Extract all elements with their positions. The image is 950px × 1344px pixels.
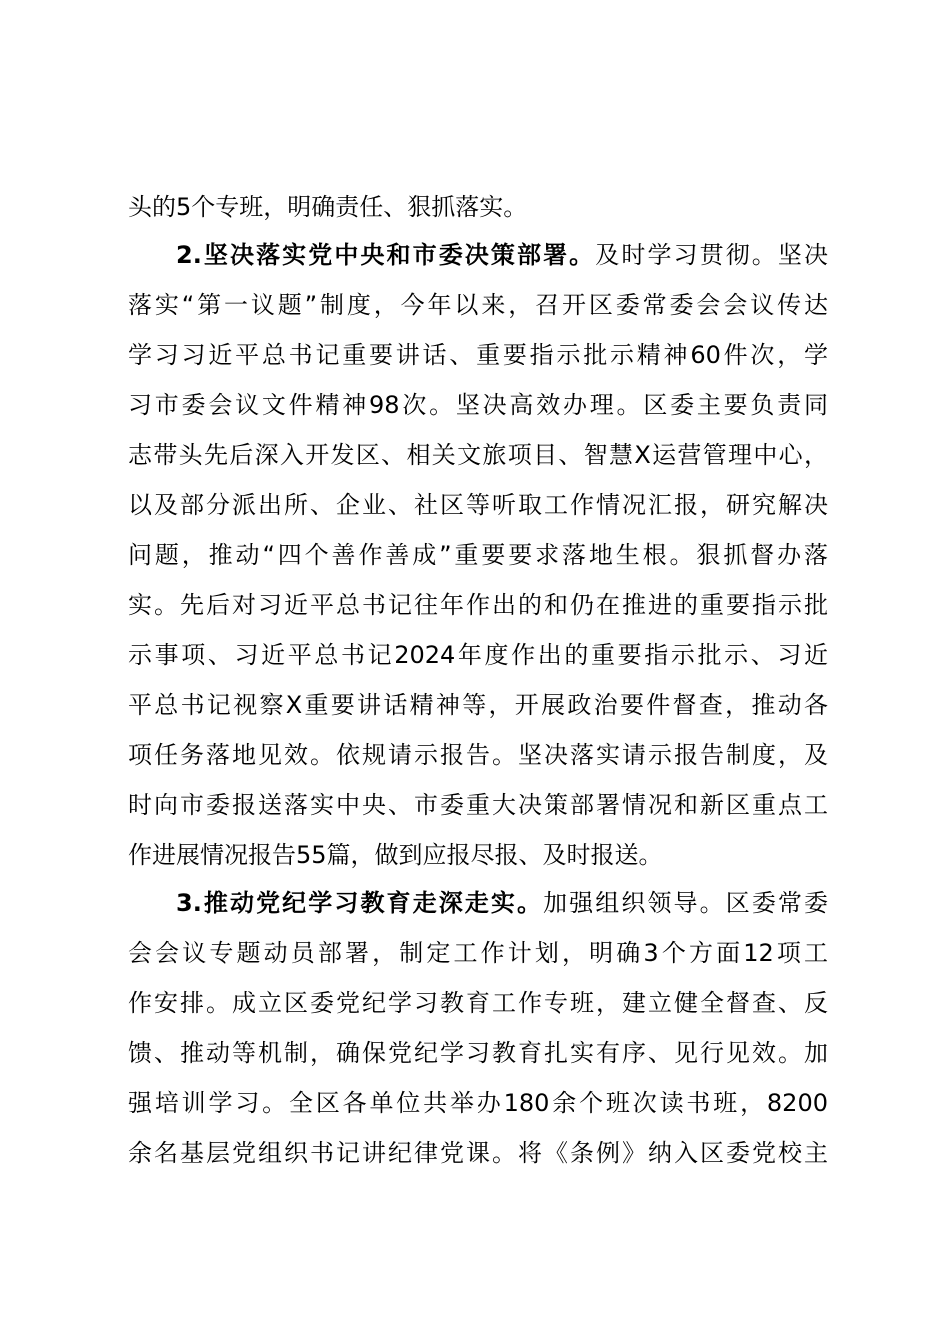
text-line: 作进展情况报告55篇，做到应报尽报、及时报送。 bbox=[128, 841, 663, 869]
section-heading-line bbox=[176, 235, 828, 275]
text-line: 以及部分派出所、企业、社区等听取工作情况汇报，研究解决 bbox=[128, 491, 828, 519]
section-heading-line bbox=[176, 883, 828, 923]
text-line: 问题，推动“四个善作善成”重要要求落地生根。狠抓督办落 bbox=[128, 541, 828, 569]
text-line: 时向市委报送落实中央、市委重大决策部署情况和新区重点工 bbox=[128, 791, 828, 819]
section-3-text: 加强组织领导。区委常委 bbox=[543, 889, 828, 917]
text-line: 项任务落地见效。依规请示报告。坚决落实请示报告制度，及 bbox=[128, 741, 828, 769]
text-line: 志带头先后深入开发区、相关文旅项目、智慧X运营管理中心， bbox=[128, 441, 828, 469]
text-line: 会会议专题动员部署，制定工作计划，明确3个方面12项工 bbox=[128, 939, 828, 967]
text-line: 强培训学习。全区各单位共举办180余个班次读书班，8200 bbox=[128, 1089, 828, 1117]
section-2-text: 及时学习贯彻。坚决 bbox=[595, 241, 828, 269]
text-line: 馈、推动等机制，确保党纪学习教育扎实有序、见行见效。加 bbox=[128, 1039, 828, 1067]
text-line: 平总书记视察X重要讲话精神等，开展政治要件督查，推动各 bbox=[128, 691, 828, 719]
section-2-heading: 2.坚决落实党中央和市委决策部署。 bbox=[176, 241, 596, 269]
text-line: 作安排。成立区委党纪学习教育工作专班，建立健全督查、反 bbox=[128, 989, 828, 1017]
text-line: 落实“第一议题”制度，今年以来，召开区委常委会会议传达 bbox=[128, 291, 828, 319]
section-3-heading: 3.推动党纪学习教育走深走实。 bbox=[176, 889, 544, 917]
text-line: 头的5个专班，明确责任、狠抓落实。 bbox=[128, 193, 528, 221]
text-line: 学习习近平总书记重要讲话、重要指示批示精神60件次，学 bbox=[128, 341, 828, 369]
text-line: 余名基层党组织书记讲纪律党课。将《条例》纳入区委党校主 bbox=[128, 1139, 828, 1167]
text-line: 示事项、习近平总书记2024年度作出的重要指示批示、习近 bbox=[128, 641, 828, 669]
text-line: 实。先后对习近平总书记往年作出的和仍在推进的重要指示批 bbox=[128, 591, 828, 619]
text-line: 习市委会议文件精神98次。坚决高效办理。区委主要负责同 bbox=[128, 391, 828, 419]
